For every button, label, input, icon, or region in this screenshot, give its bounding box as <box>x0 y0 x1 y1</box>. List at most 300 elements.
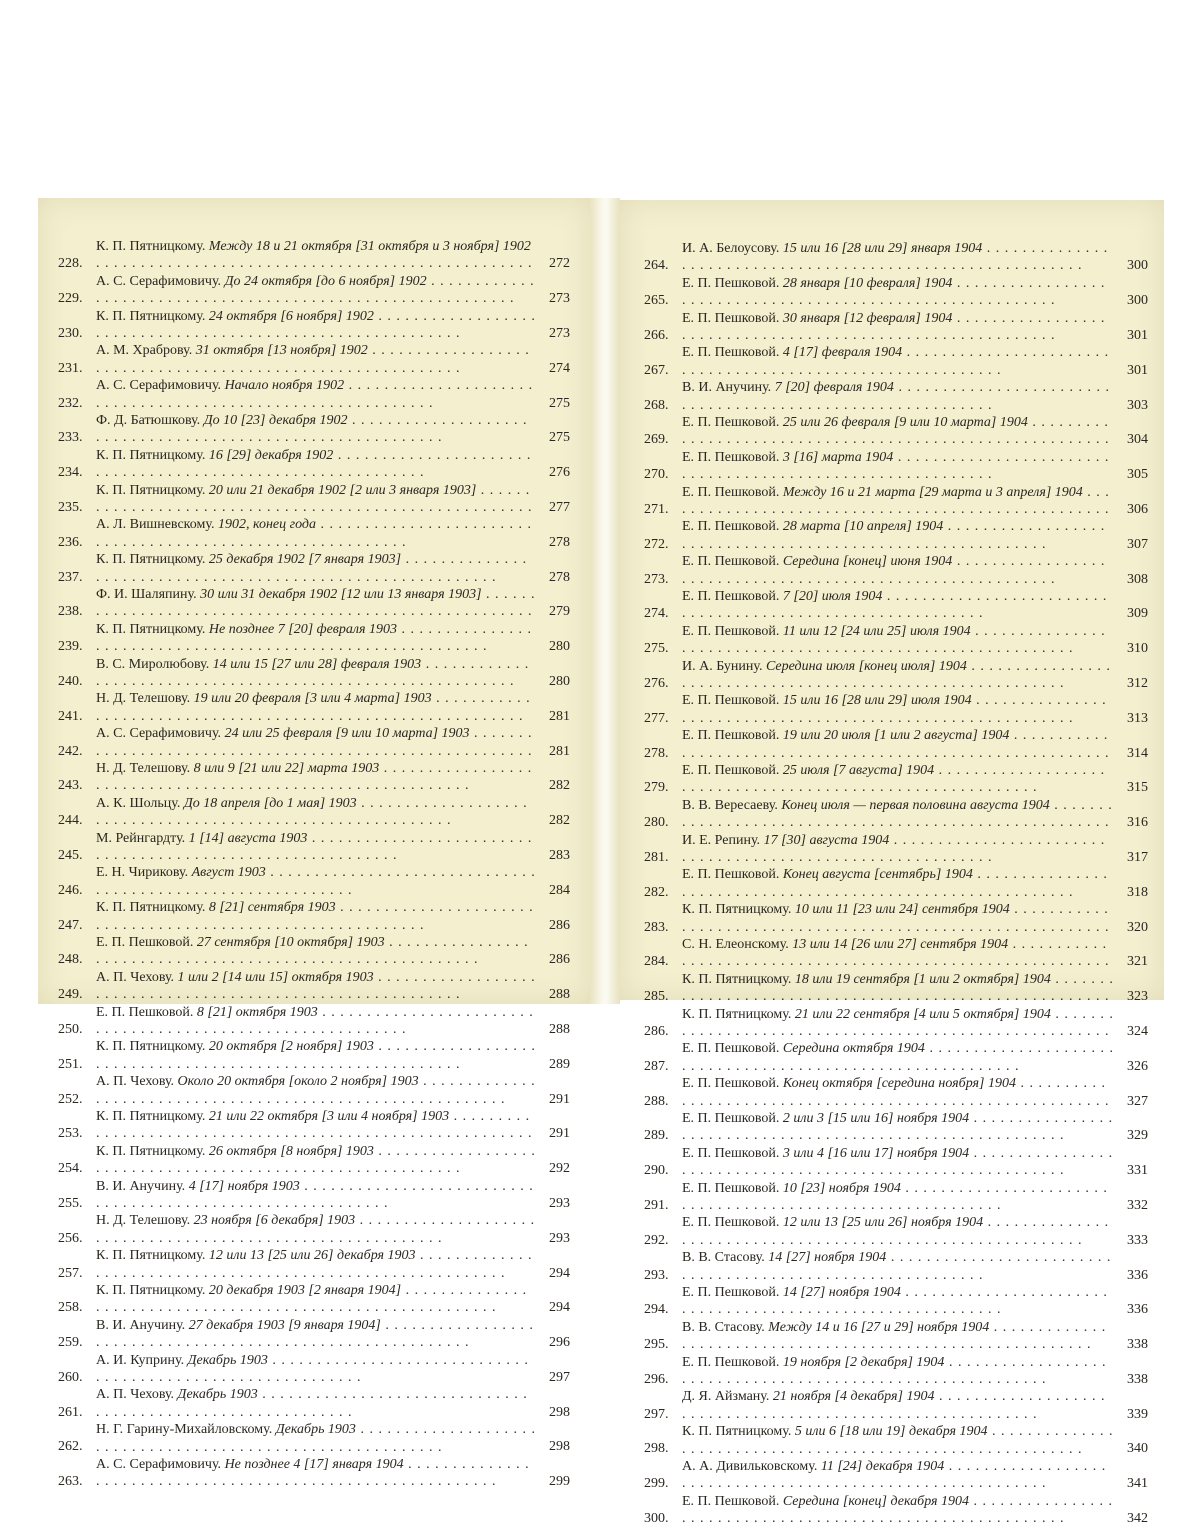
entry-number: 264. <box>644 258 669 274</box>
entry-recipient: В. В. Стасову. <box>682 1319 765 1335</box>
entry-date: 4 [17] ноября 1903 <box>188 1178 300 1194</box>
toc-entry <box>58 934 570 969</box>
entry-page-number: 297 <box>549 1369 570 1385</box>
entry-date: Начало ноября 1902 <box>224 378 345 394</box>
toc-entry <box>644 1075 1148 1110</box>
entry-recipient: Е. П. Пешковой. <box>682 1493 780 1509</box>
entry-text <box>96 1247 536 1282</box>
toc-entry <box>58 1421 570 1456</box>
entry-date: 30 или 31 декабря 1902 [12 или 13 января 1903] <box>200 586 482 602</box>
entry-date: 1902, конец года <box>217 517 316 533</box>
entry-text <box>96 621 536 656</box>
entry-date: Середина июля [конец июля] 1904 <box>766 658 967 674</box>
entry-text <box>682 797 1114 832</box>
entry-recipient: Е. П. Пешковой. <box>682 484 780 500</box>
entry-recipient: К. П. Пятницкому. <box>96 239 206 254</box>
entry-number: 246. <box>58 882 83 898</box>
entry-date: 1 или 2 [14 или 15] октября 1903 <box>177 969 374 985</box>
toc-entry <box>644 866 1148 901</box>
entry-date: Конец августа [сентябрь] 1904 <box>782 867 973 883</box>
entry-date: Не позднее 4 [17] января 1904 <box>224 1456 404 1472</box>
entry-page-number: 282 <box>549 778 570 794</box>
entry-date: 26 октября [8 ноября] 1903 <box>208 1143 374 1159</box>
entry-page-number: 324 <box>1127 1023 1148 1039</box>
entry-text <box>96 1317 536 1352</box>
toc-entry <box>58 1178 570 1213</box>
entry-date: 20 декабря 1903 [2 января 1904] <box>208 1282 402 1298</box>
entry-recipient: В. С. Миролюбову. <box>96 656 210 672</box>
entry-number: 265. <box>644 293 669 309</box>
entry-number: 249. <box>58 987 83 1003</box>
toc-entry <box>58 1073 570 1108</box>
entry-page-number: 281 <box>549 743 570 759</box>
entry-recipient: Е. П. Пешковой. <box>682 1110 780 1126</box>
entry-number: 293. <box>644 1267 669 1283</box>
entry-date: 3 или 4 [16 или 17] ноября 1904 <box>782 1145 970 1161</box>
entry-recipient: Е. П. Пешковой. <box>682 1076 780 1092</box>
entry-page-number: 273 <box>549 291 570 307</box>
entry-text <box>682 1006 1114 1041</box>
entry-text <box>96 1108 536 1143</box>
entry-text <box>96 864 536 899</box>
entry-page-number: 323 <box>1127 989 1148 1005</box>
entry-number: 287. <box>644 1058 669 1074</box>
entry-page-number: 300 <box>1127 258 1148 274</box>
entry-number: 235. <box>58 499 83 515</box>
entry-page-number: 300 <box>1127 293 1148 309</box>
entry-text <box>682 344 1114 379</box>
book-gutter <box>590 198 620 1004</box>
entry-date: 13 или 14 [26 или 27] сентября 1904 <box>792 936 1009 952</box>
entry-page-number: 305 <box>1127 467 1148 483</box>
toc-entry <box>58 447 570 482</box>
entry-number: 281. <box>644 849 669 865</box>
entry-date: Конец июля — первая половина августа 1904 <box>781 797 1050 813</box>
entry-date: 28 января [10 февраля] 1904 <box>782 275 953 291</box>
entry-date: Около 20 октября [около 2 ноября] 1903 <box>177 1074 419 1090</box>
entry-page-number: 280 <box>549 673 570 689</box>
entry-number: 274. <box>644 606 669 622</box>
entry-recipient: А. С. Серафимовичу. <box>96 378 222 394</box>
toc-entry <box>58 377 570 412</box>
entry-recipient: Н. Д. Телешову. <box>96 691 191 707</box>
entry-page-number: 338 <box>1127 1337 1148 1353</box>
entry-date: 10 [23] ноября 1904 <box>782 1180 901 1196</box>
entry-number: 299. <box>644 1476 669 1492</box>
entry-page-number: 275 <box>549 430 570 446</box>
table-of-contents-right <box>644 240 1148 1527</box>
toc-entry <box>644 1110 1148 1145</box>
entry-date: 21 или 22 сентября [4 или 5 октября] 1904 <box>794 1006 1051 1022</box>
toc-entry <box>644 414 1148 449</box>
entry-recipient: И. А. Белоусову. <box>682 241 780 256</box>
entry-recipient: А. П. Чехову. <box>96 969 175 985</box>
entry-number: 290. <box>644 1163 669 1179</box>
entry-text <box>96 1282 536 1317</box>
left-page <box>38 198 590 1490</box>
entry-recipient: К. П. Пятницкому. <box>96 1108 206 1124</box>
entry-text <box>682 1284 1114 1319</box>
entry-page-number: 313 <box>1127 710 1148 726</box>
entry-text <box>682 1040 1114 1075</box>
entry-date: 27 сентября [10 октября] 1903 <box>196 934 385 950</box>
entry-recipient: А. М. Храброву. <box>96 343 193 359</box>
entry-date: 31 октября [13 ноября] 1902 <box>195 343 368 359</box>
entry-page-number: 280 <box>549 639 570 655</box>
entry-number: 250. <box>58 1021 83 1037</box>
toc-entry <box>58 1004 570 1039</box>
toc-entry <box>644 1180 1148 1215</box>
entry-page-number: 321 <box>1127 954 1148 970</box>
toc-entry <box>644 658 1148 693</box>
entry-date: 21 или 22 октября [3 или 4 ноября] 1903 <box>208 1108 450 1124</box>
entry-text <box>96 1143 536 1178</box>
entry-text <box>682 1145 1114 1180</box>
toc-entry <box>58 830 570 865</box>
entry-text <box>682 275 1114 310</box>
entry-recipient: К. П. Пятницкому. <box>96 1282 206 1298</box>
toc-entry <box>58 238 570 273</box>
entry-number: 253. <box>58 1126 83 1142</box>
entry-number: 251. <box>58 1056 83 1072</box>
entry-page-number: 301 <box>1127 327 1148 343</box>
entry-number: 263. <box>58 1474 83 1490</box>
entry-text <box>682 832 1114 867</box>
entry-date: Середина [конец] декабря 1904 <box>782 1493 970 1509</box>
toc-entry <box>644 240 1148 275</box>
entry-page-number: 309 <box>1127 606 1148 622</box>
entry-text <box>682 1180 1114 1215</box>
entry-page-number: 298 <box>549 1404 570 1420</box>
toc-entry <box>58 482 570 517</box>
entry-recipient: Е. П. Пешковой. <box>682 345 780 361</box>
entry-text <box>96 412 536 447</box>
toc-entry <box>58 969 570 1004</box>
entry-text <box>96 969 536 1004</box>
entry-number: 268. <box>644 397 669 413</box>
entry-number: 278. <box>644 745 669 761</box>
toc-entry <box>58 1038 570 1073</box>
entry-text <box>682 1493 1114 1527</box>
entry-date: Декабрь 1903 <box>275 1422 356 1438</box>
entry-number: 282. <box>644 884 669 900</box>
entry-date: 8 [21] октября 1903 <box>196 1004 318 1020</box>
entry-date: Декабрь 1903 <box>187 1352 268 1368</box>
entry-number: 292. <box>644 1232 669 1248</box>
entry-page-number: 293 <box>549 1230 570 1246</box>
entry-number: 272. <box>644 536 669 552</box>
entry-number: 289. <box>644 1128 669 1144</box>
entry-recipient: В. И. Анучину. <box>96 1178 186 1194</box>
entry-recipient: К. П. Пятницкому. <box>682 971 792 987</box>
entry-recipient: М. Рейнгардту. <box>96 830 186 846</box>
toc-entry <box>644 1249 1148 1284</box>
toc-entry <box>644 1319 1148 1354</box>
entry-text <box>682 1214 1114 1249</box>
entry-date: 20 октября [2 ноября] 1903 <box>208 1039 374 1055</box>
entry-page-number: 332 <box>1127 1197 1148 1213</box>
entry-date: 18 или 19 сентября [1 или 2 октября] 1904 <box>794 971 1051 987</box>
entry-text <box>682 1388 1114 1423</box>
entry-recipient: Ф. И. Шаляпину. <box>96 586 197 602</box>
entry-recipient: Е. П. Пешковой. <box>682 1041 780 1057</box>
entry-page-number: 339 <box>1127 1406 1148 1422</box>
entry-page-number: 281 <box>549 708 570 724</box>
entry-recipient: Е. П. Пешковой. <box>682 1354 780 1370</box>
toc-entry <box>58 795 570 830</box>
entry-page-number: 272 <box>549 256 570 272</box>
entry-text <box>682 762 1114 797</box>
entry-recipient: А. Л. Вишневскому. <box>96 517 215 533</box>
toc-entry <box>58 1143 570 1178</box>
entry-text <box>682 518 1114 553</box>
entry-text <box>682 379 1114 414</box>
entry-recipient: А. П. Чехову. <box>96 1387 175 1403</box>
entry-text <box>96 1386 536 1421</box>
entry-recipient: Е. П. Пешковой. <box>682 762 780 778</box>
toc-entry <box>644 310 1148 345</box>
entry-page-number: 294 <box>549 1300 570 1316</box>
entry-text <box>96 586 536 621</box>
entry-recipient: А. А. Дивильковскому. <box>682 1458 818 1474</box>
entry-recipient: Е. П. Пешковой. <box>682 623 780 639</box>
entry-date: Между 14 и 16 [27 и 29] ноября 1904 <box>768 1319 990 1335</box>
entry-recipient: Е. П. Пешковой. <box>96 934 194 950</box>
entry-date: 11 [24] декабря 1904 <box>820 1458 945 1474</box>
entry-date: 25 или 26 февраля [9 или 10 марта] 1904 <box>782 414 1028 430</box>
entry-date: 25 декабря 1902 [7 января 1903] <box>208 552 402 568</box>
toc-entry <box>644 1354 1148 1389</box>
entry-page-number: 299 <box>549 1474 570 1490</box>
toc-entry <box>644 901 1148 936</box>
entry-text <box>682 449 1114 484</box>
entry-text <box>682 1319 1114 1354</box>
entry-page-number: 326 <box>1127 1058 1148 1074</box>
entry-number: 228. <box>58 256 83 272</box>
entry-text <box>96 447 536 482</box>
entry-text <box>96 482 536 517</box>
entry-recipient: Е. П. Пешковой. <box>682 519 780 535</box>
entry-recipient: Е. П. Пешковой. <box>682 554 780 570</box>
toc-entry <box>644 518 1148 553</box>
entry-recipient: В. И. Анучину. <box>96 1317 186 1333</box>
book-spread <box>38 198 1164 1527</box>
entry-number: 256. <box>58 1230 83 1246</box>
right-page <box>620 200 1164 1527</box>
entry-page-number: 296 <box>549 1335 570 1351</box>
entry-page-number: 329 <box>1127 1128 1148 1144</box>
entry-text <box>682 971 1114 1006</box>
entry-page-number: 336 <box>1127 1302 1148 1318</box>
entry-text <box>682 1249 1114 1284</box>
entry-text <box>682 623 1114 658</box>
entry-text <box>96 830 536 865</box>
entry-date: Середина [конец] июня 1904 <box>782 554 953 570</box>
entry-page-number: 327 <box>1127 1093 1148 1109</box>
entry-number: 296. <box>644 1371 669 1387</box>
entry-recipient: Е. П. Пешковой. <box>682 1215 780 1231</box>
toc-entry <box>58 273 570 308</box>
entry-text <box>682 240 1114 275</box>
entry-number: 236. <box>58 534 83 550</box>
entry-recipient: В. И. Анучину. <box>682 380 772 396</box>
entry-date: 16 [29] декабря 1902 <box>208 447 334 463</box>
entry-page-number: 294 <box>549 1265 570 1281</box>
entry-number: 270. <box>644 467 669 483</box>
entry-recipient: Н. Д. Телешову. <box>96 760 191 776</box>
entry-number: 248. <box>58 952 83 968</box>
entry-text <box>96 551 536 586</box>
entry-text <box>96 1212 536 1247</box>
table-of-contents-left <box>58 238 570 1491</box>
entry-page-number: 340 <box>1127 1441 1148 1457</box>
toc-entry <box>58 1352 570 1387</box>
toc-entry <box>644 344 1148 379</box>
entry-date: 15 или 16 [28 или 29] июля 1904 <box>782 693 972 709</box>
entry-date: 11 или 12 [24 или 25] июля 1904 <box>782 623 971 639</box>
toc-entry <box>58 1282 570 1317</box>
entry-recipient: А. И. Куприну. <box>96 1352 185 1368</box>
entry-number: 229. <box>58 291 83 307</box>
entry-date: 14 или 15 [27 или 28] февраля 1903 <box>212 656 422 672</box>
entry-text <box>96 1352 536 1387</box>
entry-number: 267. <box>644 362 669 378</box>
entry-date: До 24 октября [до 6 ноября] 1902 <box>224 273 427 289</box>
entry-number: 231. <box>58 360 83 376</box>
entry-page-number: 342 <box>1127 1511 1148 1527</box>
entry-recipient: А. С. Серафимовичу. <box>96 726 222 742</box>
entry-date: 19 ноября [2 декабря] 1904 <box>782 1354 945 1370</box>
entry-page-number: 289 <box>549 1056 570 1072</box>
entry-recipient: Н. Г. Гарину-Михайловскому. <box>96 1422 273 1438</box>
entry-number: 239. <box>58 639 83 655</box>
entry-date: 8 или 9 [21 или 22] марта 1903 <box>193 760 380 776</box>
entry-recipient: К. П. Пятницкому. <box>682 902 792 918</box>
entry-date: Конец октября [середина ноября] 1904 <box>782 1076 1016 1092</box>
entry-recipient: Е. П. Пешковой. <box>682 414 780 430</box>
entry-date: 7 [20] февраля 1904 <box>774 380 894 396</box>
toc-entry <box>58 1317 570 1352</box>
entry-number: 237. <box>58 569 83 585</box>
entry-recipient: Ф. Д. Батюшкову. <box>96 412 201 428</box>
entry-recipient: К. П. Пятницкому. <box>682 1006 792 1022</box>
entry-recipient: А. С. Серафимовичу. <box>96 1456 222 1472</box>
entry-number: 283. <box>644 919 669 935</box>
entry-recipient: И. А. Бунину. <box>682 658 763 674</box>
entry-number: 255. <box>58 1195 83 1211</box>
entry-number: 288. <box>644 1093 669 1109</box>
entry-page-number: 284 <box>549 882 570 898</box>
entry-page-number: 317 <box>1127 849 1148 865</box>
toc-entry <box>644 797 1148 832</box>
entry-number: 285. <box>644 989 669 1005</box>
toc-entry <box>644 727 1148 762</box>
entry-recipient: Е. П. Пешковой. <box>682 728 780 744</box>
entry-date: Декабрь 1903 <box>177 1387 258 1403</box>
entry-number: 244. <box>58 813 83 829</box>
entry-page-number: 333 <box>1127 1232 1148 1248</box>
entry-page-number: 310 <box>1127 641 1148 657</box>
entry-text <box>96 516 536 551</box>
entry-number: 240. <box>58 673 83 689</box>
entry-page-number: 315 <box>1127 780 1148 796</box>
entry-text <box>682 866 1114 901</box>
entry-date: 5 или 6 [18 или 19] декабря 1904 <box>794 1424 988 1440</box>
entry-page-number: 341 <box>1127 1476 1148 1492</box>
entry-text <box>682 658 1114 693</box>
entry-date: 15 или 16 [28 или 29] января 1904 <box>782 241 983 256</box>
entry-recipient: Е. П. Пешковой. <box>682 449 780 465</box>
toc-entry <box>58 586 570 621</box>
entry-date: Середина октября 1904 <box>782 1041 925 1057</box>
entry-text <box>96 690 536 725</box>
entry-text <box>96 795 536 830</box>
entry-page-number: 331 <box>1127 1163 1148 1179</box>
entry-text <box>96 1004 536 1039</box>
entry-page-number: 282 <box>549 813 570 829</box>
entry-text <box>96 760 536 795</box>
entry-page-number: 336 <box>1127 1267 1148 1283</box>
toc-entry <box>58 342 570 377</box>
entry-text <box>96 1178 536 1213</box>
entry-recipient: Е. П. Пешковой. <box>682 275 780 291</box>
entry-date: 3 [16] марта 1904 <box>782 449 894 465</box>
toc-entry <box>644 449 1148 484</box>
entry-date: До 10 [23] декабря 1902 <box>203 412 348 428</box>
toc-entry <box>644 1493 1148 1527</box>
toc-entry <box>644 1214 1148 1249</box>
toc-entry <box>644 588 1148 623</box>
entry-page-number: 277 <box>549 499 570 515</box>
entry-number: 279. <box>644 780 669 796</box>
entry-number: 298. <box>644 1441 669 1457</box>
entry-recipient: Е. П. Пешковой. <box>682 867 780 883</box>
entry-page-number: 301 <box>1127 362 1148 378</box>
entry-recipient: В. В. Стасову. <box>682 1250 765 1266</box>
toc-entry <box>644 1423 1148 1458</box>
entry-date: 23 ноября [6 декабря] 1903 <box>193 1213 356 1229</box>
entry-text <box>96 1456 536 1491</box>
toc-entry <box>644 275 1148 310</box>
entry-number: 257. <box>58 1265 83 1281</box>
entry-date: 8 [21] сентября 1903 <box>208 900 336 916</box>
entry-date: Не позднее 7 [20] февраля 1903 <box>208 621 397 637</box>
entry-recipient: Е. П. Пешковой. <box>682 1284 780 1300</box>
entry-number: 234. <box>58 465 83 481</box>
entry-text <box>682 414 1114 449</box>
entry-number: 269. <box>644 432 669 448</box>
toc-entry <box>58 1212 570 1247</box>
entry-number: 243. <box>58 778 83 794</box>
entry-number: 258. <box>58 1300 83 1316</box>
entry-page-number: 273 <box>549 325 570 341</box>
entry-date: 4 [17] февраля 1904 <box>782 345 903 361</box>
entry-number: 297. <box>644 1406 669 1422</box>
entry-number: 238. <box>58 604 83 620</box>
entry-number: 294. <box>644 1302 669 1318</box>
entry-number: 277. <box>644 710 669 726</box>
toc-entry <box>58 899 570 934</box>
entry-text <box>682 1075 1114 1110</box>
entry-page-number: 307 <box>1127 536 1148 552</box>
entry-text <box>682 692 1114 727</box>
entry-page-number: 276 <box>549 465 570 481</box>
entry-number: 232. <box>58 395 83 411</box>
toc-entry <box>644 971 1148 1006</box>
entry-recipient: Е. П. Пешковой. <box>682 1145 780 1161</box>
entry-page-number: 279 <box>549 604 570 620</box>
entry-page-number: 338 <box>1127 1371 1148 1387</box>
